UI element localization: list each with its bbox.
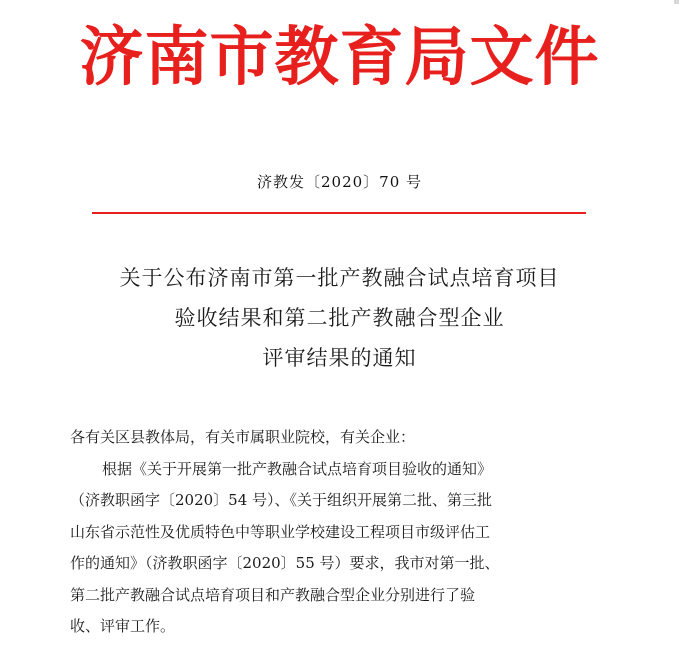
paragraph-line: （济教职函字〔2020〕54 号）、《关于组织开展第二批、第三批 [70,491,493,509]
document-number: 济教发〔2020〕70 号 [256,173,423,191]
red-divider-line [92,212,586,214]
issuer-header-title: 济南市教育局文件 [79,20,600,95]
notice-title-line: 评审结果的通知 [262,346,417,370]
notice-title [0,258,679,378]
salutation: 各有关区县教体局，有关市属职业院校，有关企业： [70,428,416,446]
paragraph-line: 作的通知》（济教职函字〔2020〕55 号）要求，我市对第一批、 [70,554,500,572]
notice-title-line: 关于公布济南市第一批产教融合试点培育项目 [119,266,560,290]
paragraph-line: 收、评审工作。 [70,617,176,635]
page-edge-marker [674,0,679,4]
body-text [70,422,610,643]
paragraph-line: 第二批产教融合试点培育项目和产教融合型企业分别进行了验 [70,585,476,604]
paragraph-line: 山东省示范性及优质特色中等职业学校建设工程项目市级评估工 [70,522,491,541]
paragraph-line: 根据《关于开展第一批产教融合试点培育项目验收的通知》 [102,459,493,478]
notice-title-line: 验收结果和第二批产教融合型企业 [174,306,505,330]
